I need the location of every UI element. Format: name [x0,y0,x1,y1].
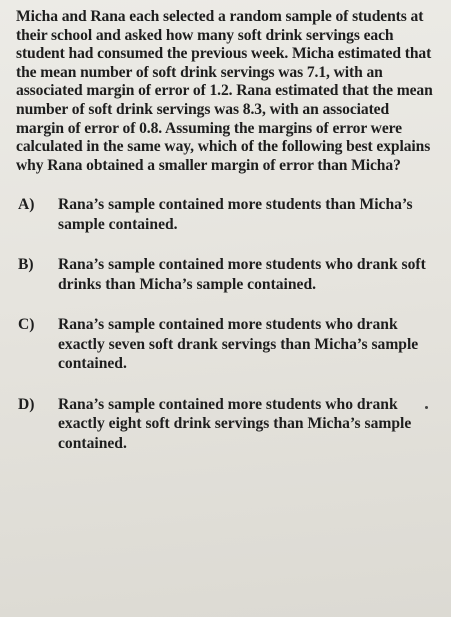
choice-letter: D) [18,395,35,413]
choice-text: Rana’s sample contained more students who drank soft drinks than Micha’s sample contained. [58,256,426,293]
choice-letter: C) [18,316,35,334]
choice-b[interactable] [16,255,435,294]
choice-c[interactable] [16,315,435,374]
answer-choices [16,195,435,453]
choice-a[interactable] [16,195,435,234]
choice-text: Rana’s sample contained more students who drank exactly eight soft drink servings than Micha’s sample contained. [58,395,412,452]
choice-text: Rana’s sample contained more students than Micha’s sample contained. [58,196,413,233]
choice-d[interactable] [16,395,435,454]
choice-letter: A) [18,196,35,214]
question-text: Micha and Rana each selected a random sample of students at their school and asked how many soft drink servings each student had consumed the previous week. Micha estimated that the mean number of soft drink servings was 7.1, with an associated margin of error of 1.2. Rana estimated that the mean number of soft drink servings was 8.3, with an associated margin of error of 0.8. Assuming the margins of error were calculated in the same way, which of the following best explains why Rana obtained a smaller margin of error than Micha? [16,8,433,174]
paper-speck [425,406,428,409]
choice-letter: B) [18,256,34,274]
choice-text: Rana’s sample contained more students who drank exactly seven soft drank servings than Micha’s sample contained. [58,316,419,373]
